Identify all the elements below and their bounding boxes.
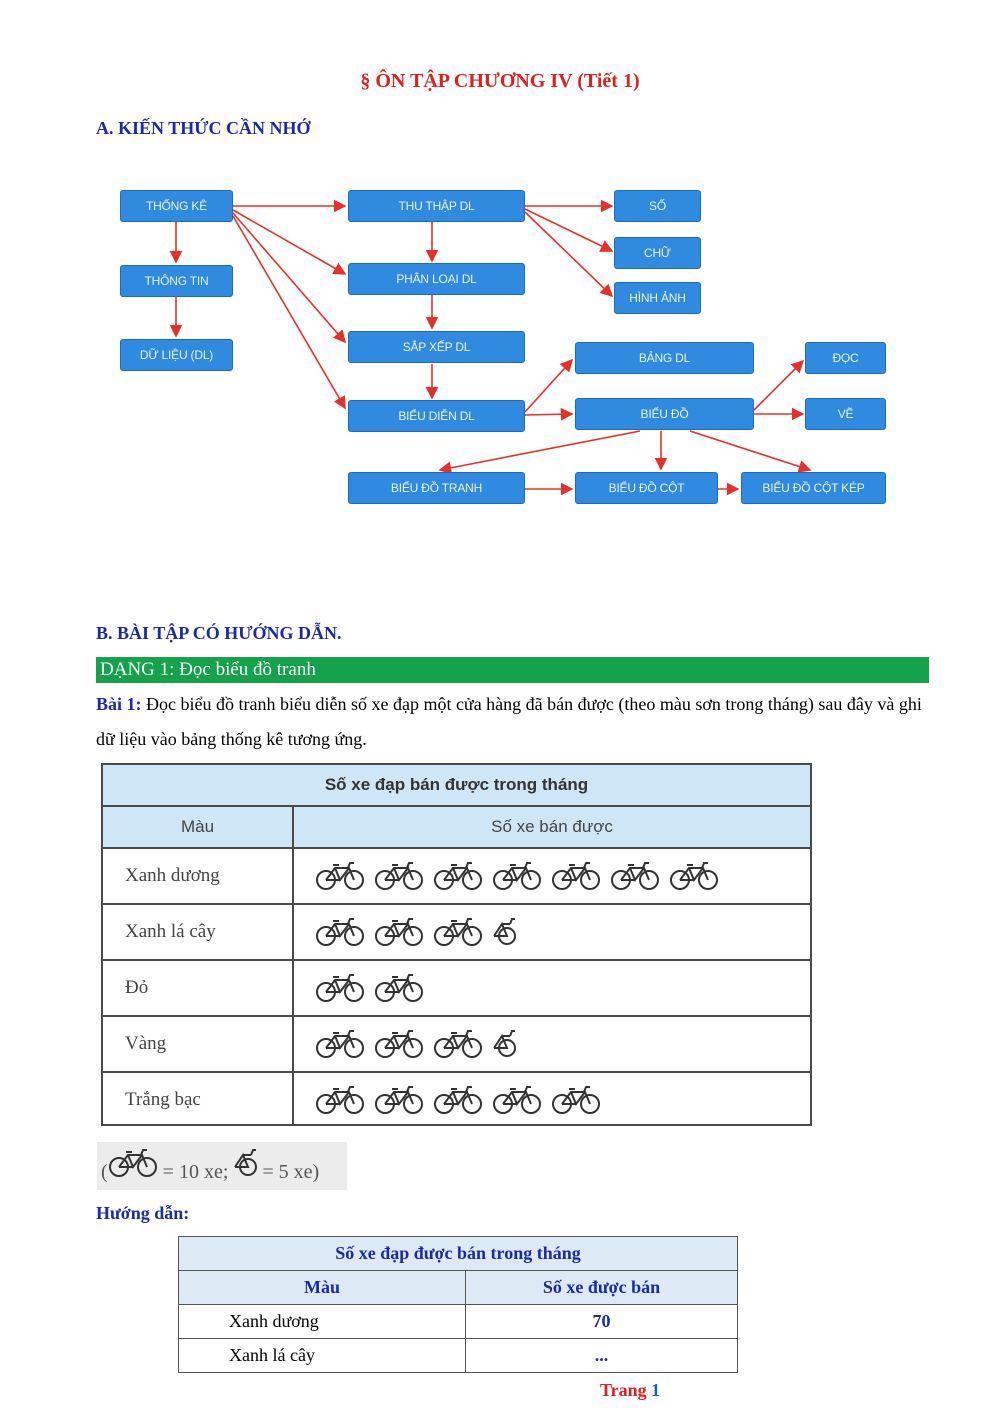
bike-icon	[315, 917, 365, 947]
answer-table	[178, 1236, 738, 1373]
pictograph-icons	[315, 861, 719, 891]
legend-text: ( = 10 xe; = 5 xe)	[101, 1148, 319, 1184]
node-hinh-anh: HÌNH ẢNH	[614, 282, 701, 314]
answer-value-cell[interactable]: ...	[466, 1339, 738, 1373]
bike-icon	[374, 1029, 424, 1059]
section-a-heading: A. KIẾN THỨC CẦN NHỚ	[96, 118, 311, 138]
bike-icon	[551, 861, 601, 891]
pictograph-legend	[97, 1142, 347, 1190]
bike-icon	[374, 1085, 424, 1115]
bike-icon	[108, 1148, 158, 1178]
exercise-1-text	[96, 687, 936, 757]
answer-col-color: Màu	[179, 1271, 466, 1305]
half-bike-icon	[492, 917, 516, 947]
bike-icon	[433, 1029, 483, 1059]
node-bieu-dien: BIỂU DIỄN DL	[348, 400, 525, 432]
section-b-heading: B. BÀI TẬP CÓ HƯỚNG DẪN.	[96, 623, 342, 643]
pictograph-col-color: Màu	[103, 807, 292, 849]
pictograph-row-label: Xanh lá cây	[125, 921, 216, 942]
node-thong-ke: THỐNG KÊ	[120, 190, 233, 222]
node-bieu-do-cot-kep: BIỂU ĐỒ CỘT KÉP	[741, 472, 886, 504]
node-bang-dl: BẢNG DL	[575, 342, 754, 374]
pictograph-divider	[292, 807, 294, 1124]
bike-icon	[551, 1085, 601, 1115]
pictograph-row	[103, 1073, 810, 1127]
pictograph-icons	[315, 1085, 601, 1115]
bike-icon	[374, 917, 424, 947]
bike-icon	[315, 1029, 365, 1059]
exercise-1-label: Bài 1:	[96, 694, 142, 714]
table-row	[179, 1305, 738, 1339]
guide-heading: Hướng dẫn:	[96, 1203, 190, 1223]
footer-label: Trang	[600, 1380, 652, 1400]
bike-pictograph	[101, 763, 812, 1126]
pictograph-row	[103, 961, 810, 1017]
pictograph-row	[103, 849, 810, 905]
pictograph-icons	[315, 1029, 516, 1059]
node-thong-tin: THÔNG TIN	[120, 265, 233, 297]
node-sap-xep: SẮP XẾP DL	[348, 331, 525, 363]
node-bieu-do-tranh: BIỂU ĐỒ TRANH	[348, 472, 525, 504]
bike-icon	[492, 861, 542, 891]
pictograph-row	[103, 905, 810, 961]
node-so: SỐ	[614, 190, 701, 222]
pictograph-icons	[315, 917, 516, 947]
answer-table-title: Số xe đạp được bán trong tháng	[179, 1237, 738, 1271]
node-thu-thap: THU THẬP DL	[348, 190, 525, 222]
bike-icon	[315, 973, 365, 1003]
answer-color-cell: Xanh lá cây	[179, 1339, 466, 1373]
answer-col-count: Số xe được bán	[466, 1271, 738, 1305]
pictograph-row-label: Vàng	[125, 1033, 167, 1054]
bike-icon	[315, 1085, 365, 1115]
bike-icon	[433, 1085, 483, 1115]
half-bike-icon	[233, 1148, 257, 1178]
exercise-1-body: Đọc biểu đồ tranh biểu diễn số xe đạp một cửa hàng đã bán được (theo màu sơn trong tháng) sau đây và ghi dữ liệu vào bảng thống kê tương ứng.	[96, 694, 922, 749]
node-chu: CHỮ	[614, 237, 701, 269]
node-du-lieu: DỮ LIỆU (DL)	[120, 339, 233, 371]
bike-icon	[669, 861, 719, 891]
bike-icon	[433, 861, 483, 891]
pictograph-row-label: Đỏ	[125, 977, 149, 998]
concept-diagram	[0, 0, 1000, 560]
page-footer	[600, 1380, 660, 1401]
node-phan-loai: PHÂN LOẠI DL	[348, 263, 525, 295]
answer-color-cell: Xanh dương	[179, 1305, 466, 1339]
pictograph-icons	[315, 973, 424, 1003]
bike-icon	[374, 973, 424, 1003]
page-number: 1	[651, 1380, 661, 1400]
node-doc: ĐỌC	[805, 342, 886, 374]
pictograph-row	[103, 1017, 810, 1073]
pictograph-row-label: Xanh dương	[125, 865, 220, 886]
bike-icon	[315, 861, 365, 891]
half-bike-icon	[492, 1029, 516, 1059]
bike-icon	[610, 861, 660, 891]
bike-icon	[492, 1085, 542, 1115]
answer-value-cell[interactable]: 70	[466, 1305, 738, 1339]
dang-1-banner: DẠNG 1: Đọc biểu đồ tranh	[96, 657, 929, 683]
table-row	[179, 1339, 738, 1373]
node-bieu-do: BIỂU ĐỒ	[575, 398, 754, 430]
bike-icon	[374, 861, 424, 891]
bike-icon	[433, 917, 483, 947]
pictograph-title: Số xe đạp bán được trong tháng	[103, 765, 810, 807]
pictograph-col-count: Số xe bán được	[294, 807, 810, 849]
node-ve: VẼ	[805, 398, 886, 430]
pictograph-row-label: Trắng bạc	[125, 1089, 201, 1110]
node-bieu-do-cot: BIỂU ĐỒ CỘT	[575, 472, 718, 504]
page-title: § ÔN TẬP CHƯƠNG IV (Tiết 1)	[360, 70, 640, 92]
